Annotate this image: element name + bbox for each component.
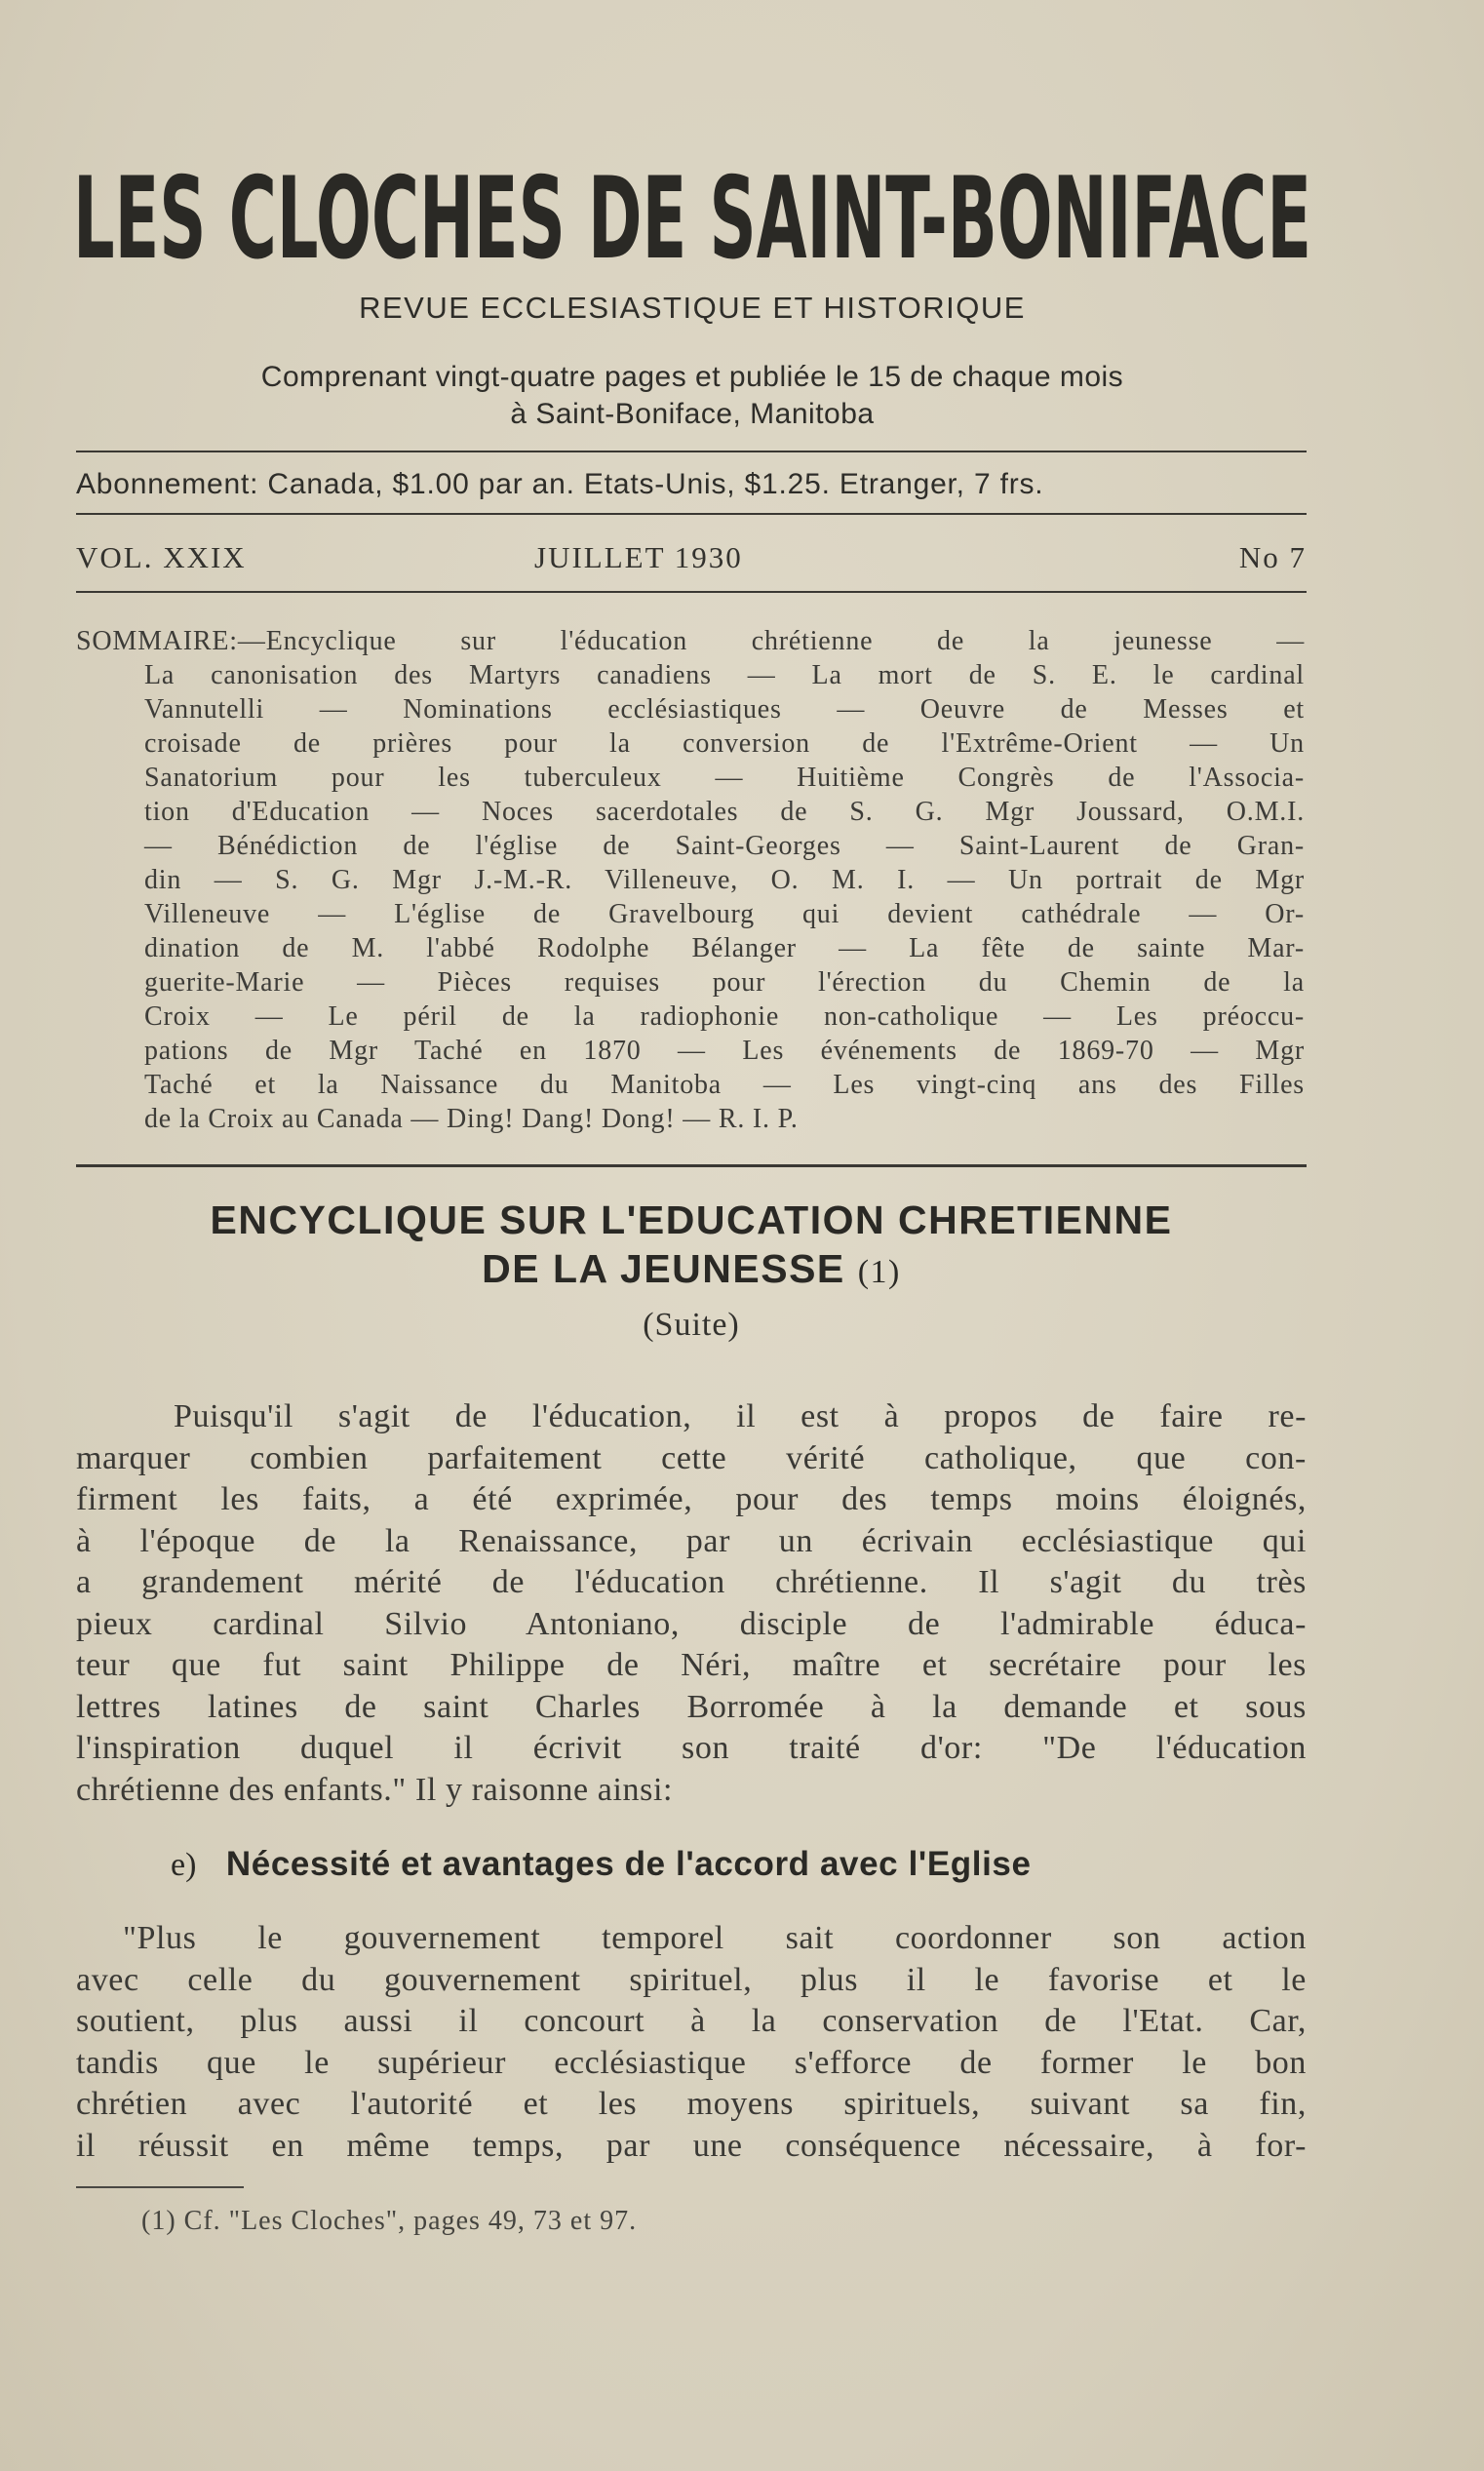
publication-info-line2: à Saint-Boniface, Manitoba (510, 398, 875, 430)
toc-line: SOMMAIRE:—Encyclique sur l'éducation chrétienne de la jeunesse — (76, 626, 1305, 656)
masthead-title-wrap (73, 156, 1311, 283)
publication-info (73, 359, 1311, 433)
footnote: (1) Cf. "Les Cloches", pages 49, 73 et 97. (141, 2206, 638, 2236)
divider-issue (76, 591, 1307, 593)
divider-toc (76, 1164, 1307, 1167)
toc-line: — Bénédiction de l'église de Saint-Georges — Saint-Laurent de Gran- (144, 831, 1305, 861)
paragraph-line: "Plus le gouvernement temporel sait coordonner son action (123, 1920, 1307, 1956)
publication-info-line1: Comprenant vingt-quatre pages et publiée le 15 de chaque mois (260, 361, 1124, 393)
footnote-divider (76, 2186, 244, 2188)
article-paragraph-1 (76, 1396, 1307, 1811)
issue-number: No 7 (1238, 540, 1307, 574)
article-suite-label: (Suite) (643, 1307, 740, 1343)
paragraph-line: il réussit en même temps, par une conséquence nécessaire, à for- (76, 2127, 1307, 2164)
paragraph-line: à l'époque de la Renaissance, par un écrivain ecclésiastique qui (76, 1522, 1307, 1559)
paragraph-line: teur que fut saint Philippe de Néri, maître et secrétaire pour les (76, 1647, 1307, 1683)
paragraph-line: lettres latines de saint Charles Borromée à la demande et sous (76, 1688, 1307, 1725)
paragraph-line: chrétienne des enfants." Il y raisonne ainsi: (76, 1771, 674, 1808)
paragraph-line: tandis que le supérieur ecclésiastique s'efforce de former le bon (76, 2044, 1307, 2081)
section-letter: e) (171, 1847, 197, 1883)
subscription-info: Abonnement: Canada, $1.00 par an. Etats-Unis, $1.25. Etranger, 7 frs. (76, 468, 1044, 500)
toc-line: Villeneuve — L'église de Gravelbourg qui devient cathédrale — Or- (144, 899, 1305, 929)
article-title-text: DE LA JEUNESSE (482, 1246, 845, 1291)
toc-line: tion d'Education — Noces sacerdotales de S. G. Mgr Joussard, O.M.I. (144, 797, 1305, 827)
paragraph-line: firment les faits, a été exprimée, pour des temps moins éloignés, (76, 1481, 1307, 1517)
toc-line: pations de Mgr Taché en 1870 — Les événements de 1869-70 — Mgr (144, 1036, 1305, 1066)
masthead-title: LES CLOCHES DE SAINT-BONIFACE (73, 156, 1311, 283)
toc-line: guerite-Marie — Pièces requises pour l'érection du Chemin de la (144, 967, 1305, 998)
paragraph-line: chrétien avec l'autorité et les moyens spirituels, suivant sa fin, (76, 2086, 1307, 2122)
toc-line: Croix — Le péril de la radiophonie non-catholique — Les préoccu- (144, 1001, 1305, 1032)
toc-line: La canonisation des Martyrs canadiens — La mort de S. E. le cardinal (144, 660, 1305, 690)
toc-line: dination de M. l'abbé Rodolphe Bélanger — La fête de sainte Mar- (144, 933, 1305, 963)
toc-line: de la Croix au Canada — Ding! Dang! Dong! — R. I. P. (144, 1104, 799, 1134)
toc-line: croisade de prières pour la conversion de l'Extrême-Orient — Un (144, 728, 1305, 759)
divider-subscription (76, 513, 1307, 515)
toc-line: Taché et la Naissance du Manitoba — Les vingt-cinq ans des Filles (144, 1070, 1305, 1100)
article-title-line2 (76, 1246, 1307, 1292)
toc-line: din — S. G. Mgr J.-M.-R. Villeneuve, O. M. I. — Un portrait de Mgr (144, 865, 1305, 895)
table-of-contents (76, 624, 1305, 1136)
section-title: Nécessité et avantages de l'accord avec l'Eglise (225, 1845, 1032, 1883)
toc-line: Sanatorium pour les tuberculeux — Huitième Congrès de l'Associa- (144, 763, 1305, 793)
paragraph-line: pieux cardinal Silvio Antoniano, disciple de l'admirable éduca- (76, 1605, 1307, 1642)
paragraph-line: a grandement mérité de l'éducation chrétienne. Il s'agit du très (76, 1564, 1307, 1600)
issue-date: JUILLET 1930 (534, 540, 743, 574)
article-title-line1: ENCYCLIQUE SUR L'EDUCATION CHRETIENNE (210, 1197, 1173, 1242)
masthead-subtitle: REVUE ECCLESIASTIQUE ET HISTORIQUE (359, 291, 1026, 325)
toc-line: Vannutelli — Nominations ecclésiastiques — Oeuvre de Messes et (144, 694, 1305, 725)
paragraph-line: avec celle du gouvernement spirituel, plus il le favorise et le (76, 1961, 1307, 1998)
divider-top (76, 451, 1307, 452)
paragraph-line: Puisqu'il s'agit de l'éducation, il est à propos de faire re- (174, 1398, 1307, 1434)
paragraph-line: marquer combien parfaitement cette vérité catholique, que con- (76, 1439, 1307, 1476)
issue-volume: VOL. XXIX (76, 540, 247, 574)
article-paragraph-2 (76, 1918, 1307, 2167)
section-heading (171, 1845, 1032, 1884)
paragraph-line: l'inspiration duquel il écrivit son traité d'or: "De l'éducation (76, 1730, 1307, 1766)
paragraph-line: soutient, plus aussi il concourt à la conservation de l'Etat. Car, (76, 2003, 1307, 2039)
article-title-footnote-ref: (1) (857, 1254, 901, 1290)
